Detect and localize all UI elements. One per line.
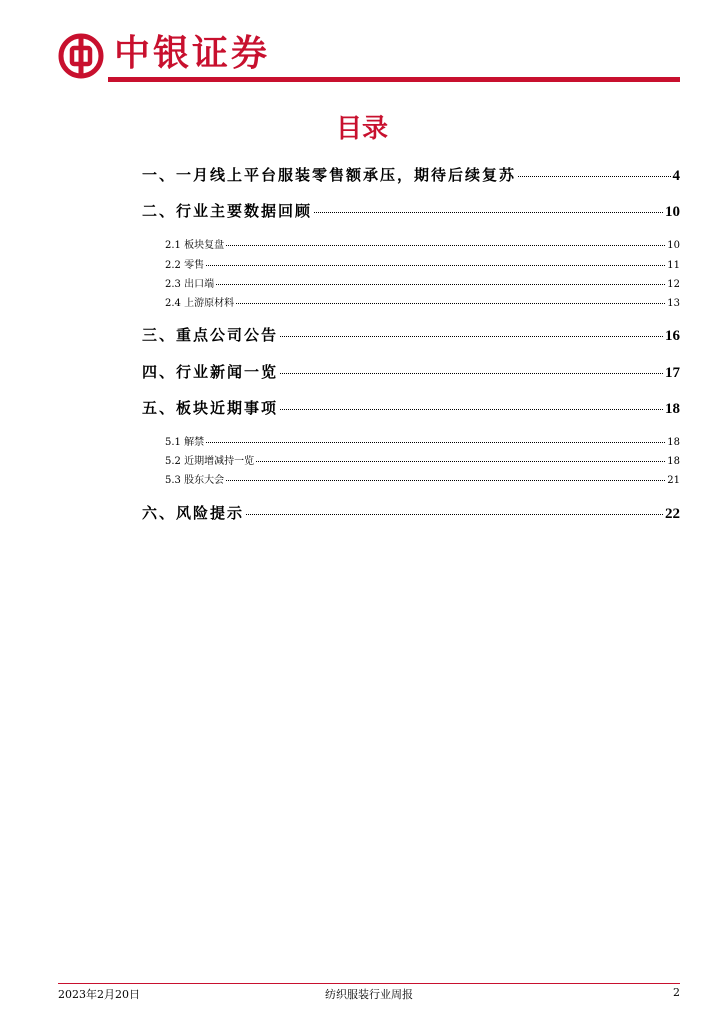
- toc-subentry-label: 5.1 解禁: [165, 437, 205, 448]
- toc-leader-dots: [206, 442, 665, 443]
- toc-subentry-page: 12: [667, 279, 680, 290]
- toc-entry-page: 22: [665, 506, 680, 522]
- toc-subentry[interactable]: [165, 294, 680, 309]
- toc-leader-dots: [314, 212, 663, 213]
- toc-entry-label: 三、重点公司公告: [142, 326, 279, 344]
- toc-subentry-label: 5.2 近期增减持一览: [165, 456, 255, 467]
- toc-subentry-page: 21: [667, 475, 680, 486]
- toc-entry[interactable]: [142, 361, 680, 382]
- toc-entry[interactable]: [142, 397, 680, 418]
- footer-date: 2023年2月20日: [58, 988, 140, 1001]
- footer-page-number: 2: [673, 986, 680, 999]
- toc-subentry[interactable]: [165, 256, 680, 271]
- toc-leader-dots: [216, 284, 665, 285]
- toc-title: 目录: [335, 114, 388, 144]
- footer-rule: [58, 983, 680, 984]
- toc-leader-dots: [236, 303, 665, 304]
- toc-subentry-label: 5.3 股东大会: [165, 475, 225, 486]
- toc-subentry-label: 2.1 板块复盘: [165, 240, 225, 251]
- toc-leader-dots: [518, 176, 670, 177]
- toc-leader-dots: [246, 514, 663, 515]
- toc-entry-page: 4: [672, 168, 680, 184]
- toc-entry-label: 一、一月线上平台服装零售额承压，期待后续复苏: [142, 166, 517, 184]
- toc-leader-dots: [280, 409, 663, 410]
- bank-of-china-logo-icon: [58, 33, 104, 79]
- toc-entry-page: 10: [665, 204, 680, 220]
- toc-entry-label: 二、行业主要数据回顾: [142, 202, 313, 220]
- toc-entry-label: 五、板块近期事项: [142, 399, 279, 417]
- toc-subentry[interactable]: [165, 452, 680, 467]
- toc-subentry-page: 10: [667, 240, 680, 251]
- toc-subentry-page: 18: [667, 456, 680, 467]
- toc-subentry[interactable]: [165, 433, 680, 448]
- page-header: [58, 30, 680, 78]
- toc-leader-dots: [280, 336, 663, 337]
- footer-report-name: 纺织服装行业周报: [325, 988, 413, 1001]
- toc-subentry-page: 11: [667, 260, 680, 271]
- toc-entry-page: 17: [665, 365, 680, 381]
- toc-leader-dots: [226, 480, 665, 481]
- toc-subentry[interactable]: [165, 236, 680, 251]
- toc-entry-page: 16: [665, 328, 680, 344]
- toc-entry[interactable]: [142, 324, 680, 345]
- brand-name: 中银证券: [114, 33, 271, 74]
- toc-entry-label: 六、风险提示: [142, 504, 245, 522]
- toc-leader-dots: [280, 373, 663, 374]
- toc-subentry-label: 2.3 出口端: [165, 279, 215, 290]
- page-footer: [58, 986, 680, 1002]
- toc-subentry[interactable]: [165, 471, 680, 486]
- toc-leader-dots: [226, 245, 665, 246]
- header-rule: [108, 77, 680, 82]
- toc-subentry-label: 2.2 零售: [165, 260, 205, 271]
- toc-subentry-label: 2.4 上游原材料: [165, 298, 235, 309]
- toc-entry-label: 四、行业新闻一览: [142, 363, 279, 381]
- toc-subentry[interactable]: [165, 275, 680, 290]
- toc-leader-dots: [206, 265, 665, 266]
- toc-leader-dots: [256, 461, 665, 462]
- toc-subentry-page: 13: [667, 298, 680, 309]
- toc-entry-page: 18: [665, 401, 680, 417]
- toc-entry[interactable]: [142, 200, 680, 221]
- toc-entry[interactable]: [142, 502, 680, 523]
- toc-entry[interactable]: [142, 164, 680, 185]
- toc-subentry-page: 18: [667, 437, 680, 448]
